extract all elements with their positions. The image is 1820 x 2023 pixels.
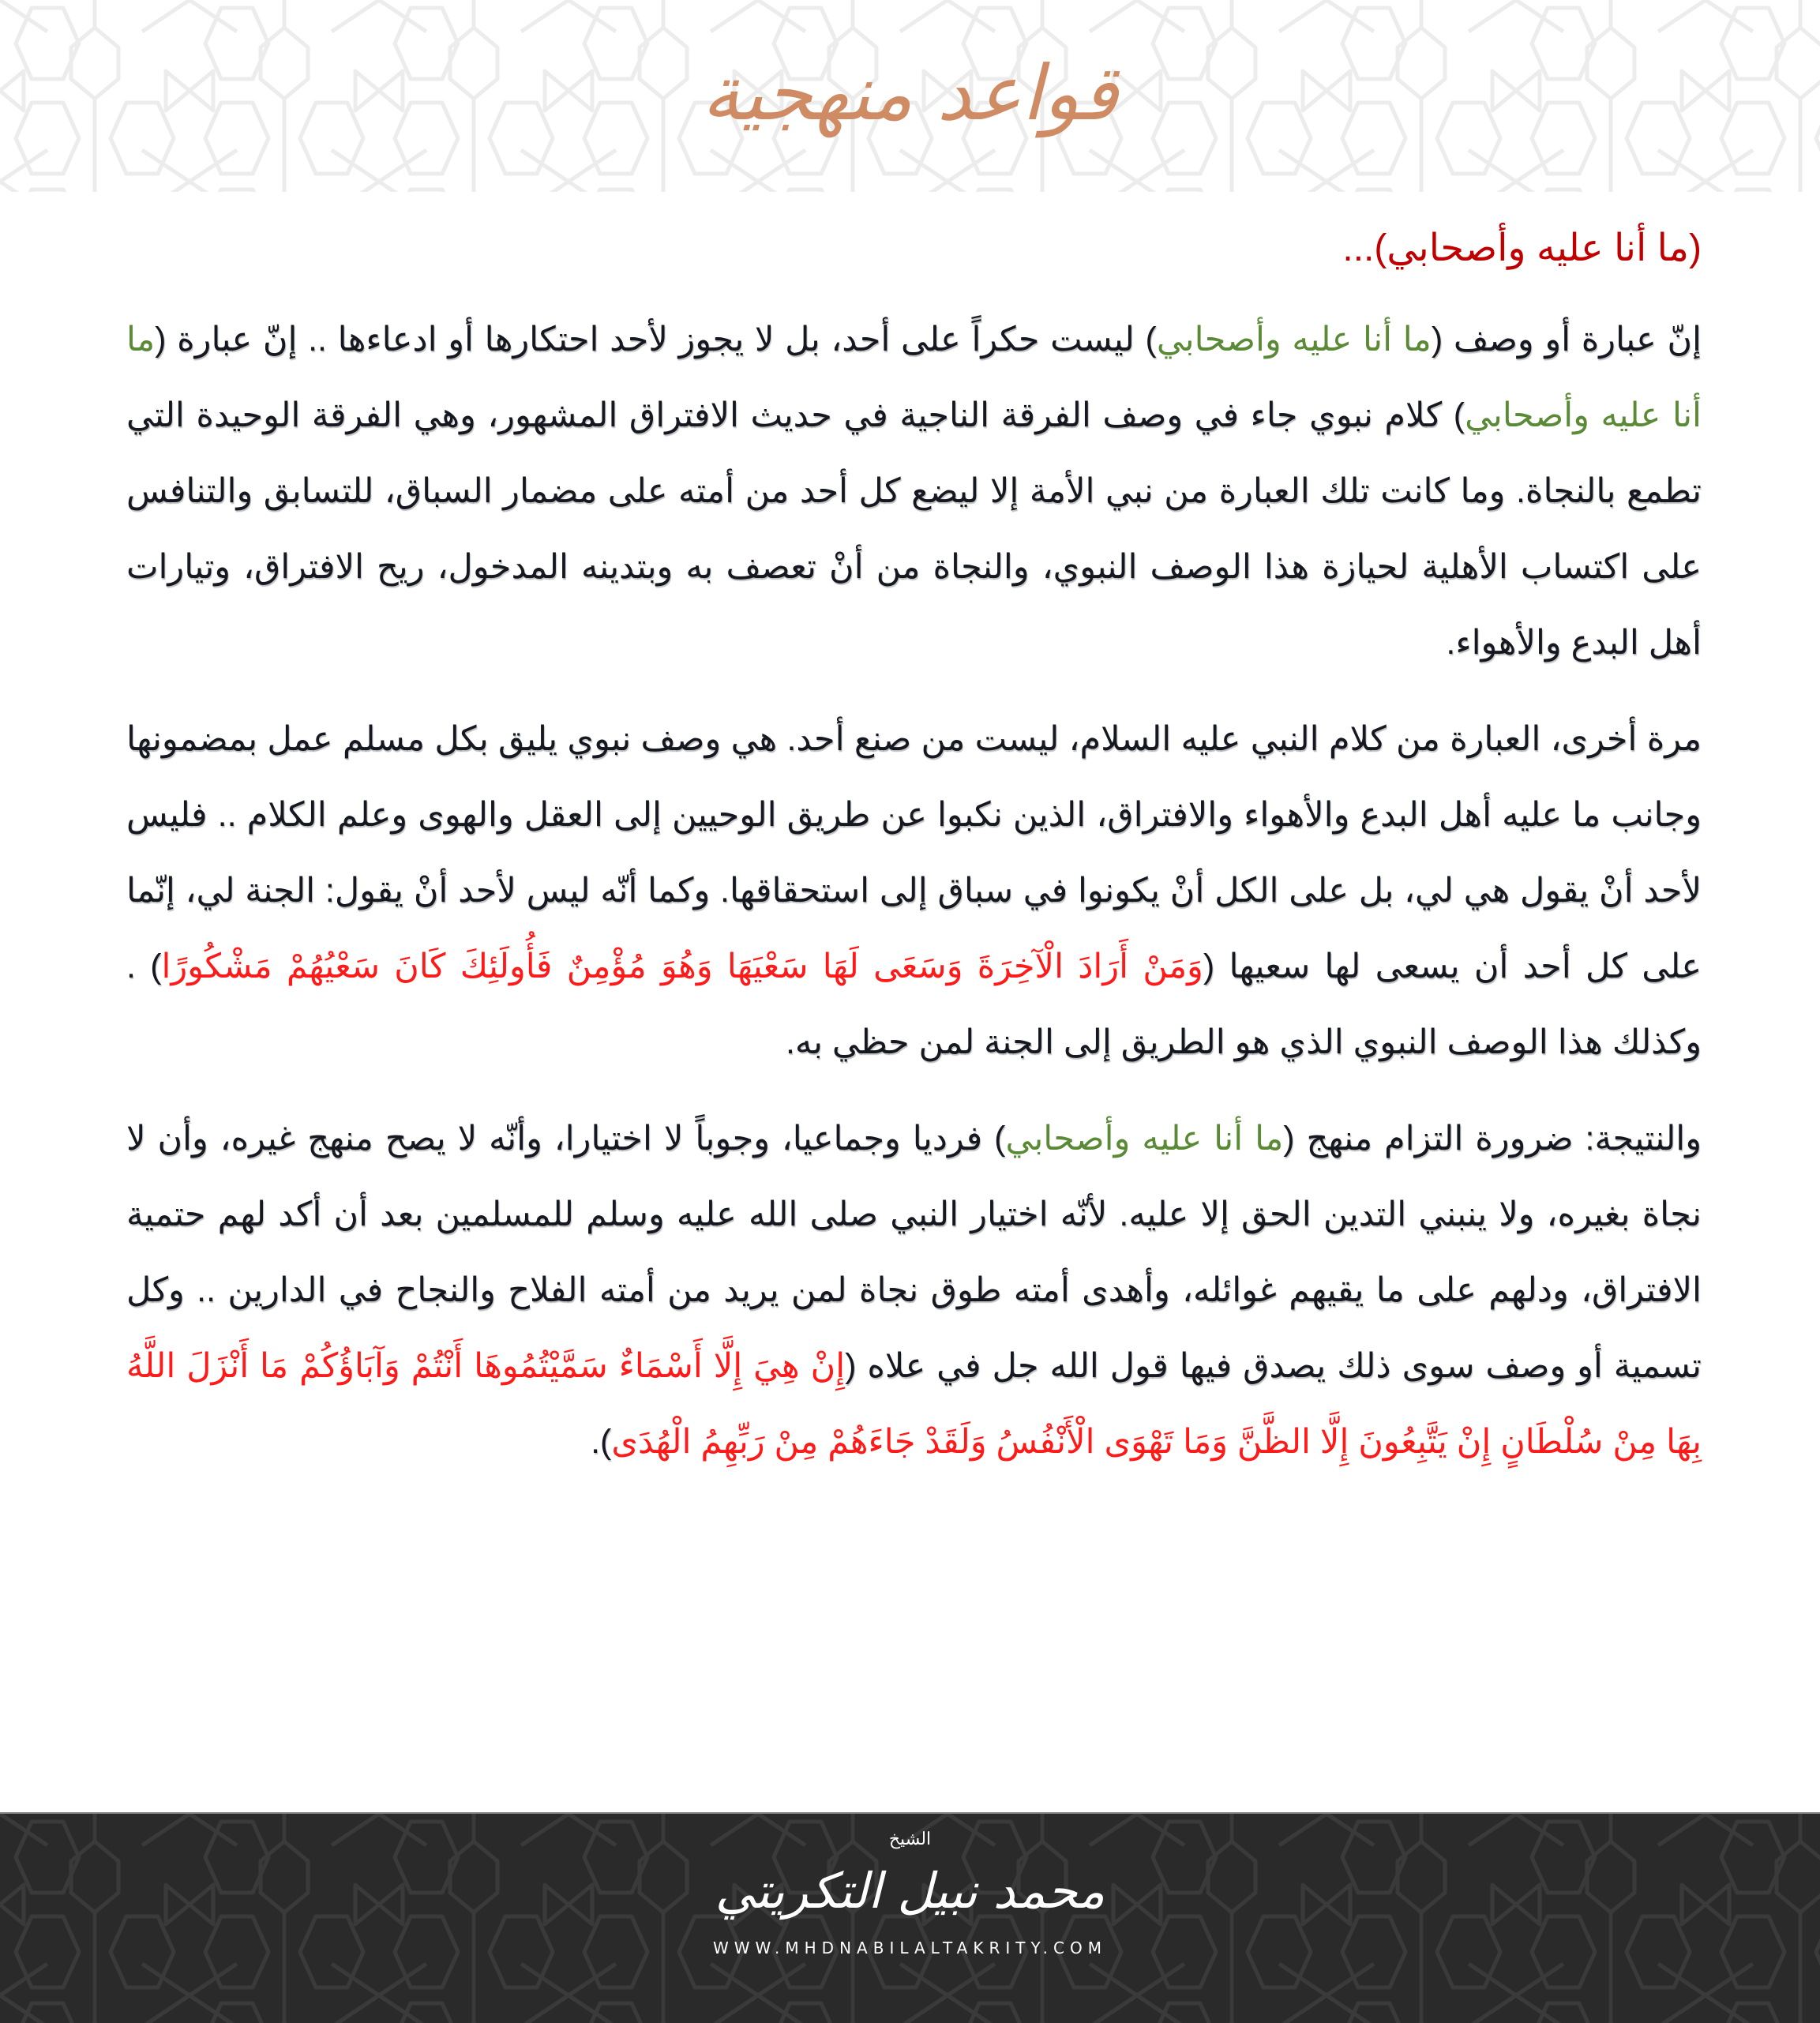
article-heading: (ما أنا عليه وأصحابي)... [1342, 227, 1702, 269]
header-banner [0, 0, 1820, 192]
quran-quote: وَمَنْ أَرَادَ الْآخِرَةَ وَسَعَى لَهَا سَعْيَهَا وَهُوَ مُؤْمِنٌ فَأُولَئِكَ كَانَ سَعْيُهُمْ مَشْكُورًا [161, 948, 1203, 985]
text-segment: ). [591, 1423, 612, 1461]
text-segment: ) فرديا وجماعيا، وجوباً لا اختيارا، وأنّه لا يصح منهج غيره، وأن لا نجاة بغيره، ولا ينبني التدين الحق إلا عليه. لأنّه اختيار النبي صلى الله عليه وسلم للمسلمين بعد أن أكد لهم حتمية الافتراق، ودلهم على ما يقيهم غوائله، وأهدى أمته طوق نجاة لمن يريد من أمته الفلاح والنجاح في الدارين .. وكل تسمية أو وصف سوى ذلك يصدق فيها قول الله جل في علاه ( [126, 1120, 1702, 1385]
text-segment: ) . وكذلك هذا الوصف النبوي الذي هو الطريق إلى الجنة لمن حظي به. [126, 948, 1702, 1061]
author-name: محمد نبيل التكريتي [715, 1862, 1105, 1920]
highlighted-phrase: ما أنا عليه وأصحابي [1156, 321, 1432, 358]
paragraph-2 [126, 701, 1702, 1080]
author-signature [0, 1828, 1820, 1957]
paragraph-1 [126, 302, 1702, 681]
footer-banner [0, 1812, 1820, 2023]
text-segment: ) كلام نبوي جاء في وصف الفرقة الناجية في حديث الافتراق المشهور، وهي الفرقة الوحيدة التي تطمع بالنجاة. وما كانت تلك العبارة من نبي الأمة إلا ليضع كل أحد من أمته على مضمار السباق، للتسابق والتنافس على اكتساب الأهلية لحيازة هذا الوصف النبوي، والنجاة من أنْ تعصف به وبتدينه المدخول، ريح الافتراق، وتيارات أهل البدع والأهواء. [126, 396, 1702, 662]
paragraph-3 [126, 1101, 1702, 1480]
series-title: قواعد منهجية [701, 49, 1119, 137]
author-title: الشيخ [888, 1830, 932, 1849]
text-segment: ) ليست حكراً على أحد، بل لا يجوز لأحد احتكارها أو ادعاءها .. إنّ عبارة ( [155, 321, 1157, 358]
text-segment: والنتيجة: ضرورة التزام منهج ( [1283, 1120, 1702, 1158]
text-segment: إنّ عبارة أو وصف ( [1431, 321, 1702, 358]
text-segment: مرة أخرى، العبارة من كلام النبي عليه السلام، ليست من صنع أحد. هي وصف نبوي يليق بكل مسلم عمل بمضمونها وجانب ما عليه أهل البدع والأهواء والافتراق، الذين نكبوا عن طريق الوحيين إلى العقل والهوى وعلم الكلام .. فليس لأحد أنْ يقول هي لي، بل على الكل أنْ يكونوا في سباق إلى استحقاقها. وكما أنّه ليس لأحد أنْ يقول: الجنة لي، إنّما على كل أحد أن يسعى لها سعيها ( [126, 720, 1702, 985]
quran-quote: إِنْ هِيَ إِلَّا أَسْمَاءٌ سَمَّيْتُمُوهَا أَنْتُمْ وَآبَاؤُكُمْ مَا أَنْزَلَ اللَّهُ بِهَا مِنْ سُلْطَانٍ إِنْ يَتَّبِعُونَ إِلَّا الظَّنَّ وَمَا تَهْوَى الْأَنْفُسُ وَلَقَدْ جَاءَهُمْ مِنْ رَبِّهِمُ الْهُدَى [126, 1347, 1702, 1461]
highlighted-phrase: ما أنا عليه وأصحابي [126, 321, 1702, 434]
website-link[interactable]: WWW.MHDNABILALTAKRITY.COM [713, 1939, 1107, 1957]
article-body [126, 213, 1702, 1500]
highlighted-phrase: ما أنا عليه وأصحابي [1005, 1120, 1284, 1158]
